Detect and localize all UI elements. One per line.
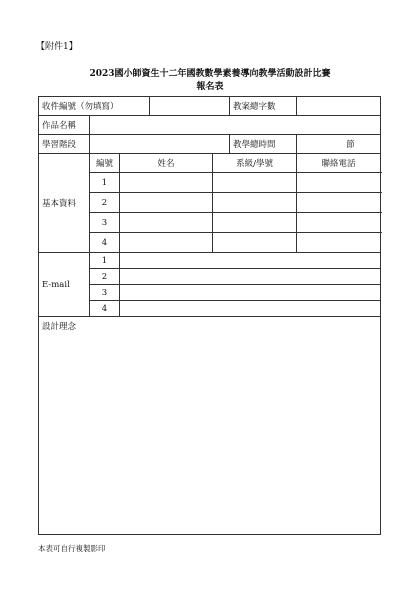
member-name-field[interactable]	[120, 233, 213, 253]
member-number: 2	[90, 193, 120, 213]
design-concept-row	[39, 317, 381, 535]
footer-note: 本表可自行複製影印	[38, 544, 106, 553]
member-dept-id-field[interactable]	[213, 213, 297, 233]
member-number: 1	[90, 173, 120, 193]
email-field[interactable]	[120, 253, 381, 269]
registration-table	[38, 96, 381, 535]
member-phone-field[interactable]	[297, 213, 381, 233]
member-dept-id-field[interactable]	[213, 233, 297, 253]
email-field[interactable]	[120, 269, 381, 285]
email-row	[39, 285, 381, 301]
members-header-row	[39, 154, 381, 173]
design-concept-field[interactable]	[39, 317, 381, 535]
member-phone-field[interactable]	[297, 193, 381, 213]
work-name-row	[39, 116, 381, 135]
work-name-field[interactable]	[90, 116, 381, 135]
member-row	[39, 213, 381, 233]
member-row	[39, 173, 381, 193]
member-row	[39, 193, 381, 213]
attachment-label: 【附件1】	[36, 42, 78, 52]
receipt-no-label: 收件編號（勿填寫）	[39, 97, 150, 116]
email-number: 4	[90, 301, 120, 317]
column-header-number: 編號	[90, 154, 120, 173]
member-name-field[interactable]	[120, 213, 213, 233]
member-phone-field[interactable]	[297, 173, 381, 193]
plan-word-count-field[interactable]	[297, 97, 381, 116]
column-header-phone: 聯絡電話	[297, 154, 381, 173]
column-header-name: 姓名	[120, 154, 213, 173]
member-dept-id-field[interactable]	[213, 173, 297, 193]
column-header-dept-id: 系級/學號	[213, 154, 297, 173]
total-teaching-time-label: 教學總時間	[230, 135, 297, 154]
email-row	[39, 269, 381, 285]
learning-stage-field[interactable]	[90, 135, 230, 154]
email-number: 3	[90, 285, 120, 301]
email-number: 2	[90, 269, 120, 285]
member-dept-id-field[interactable]	[213, 193, 297, 213]
member-name-field[interactable]	[120, 193, 213, 213]
email-number: 1	[90, 253, 120, 269]
work-name-label: 作品名稱	[39, 116, 90, 135]
period-unit: 節	[346, 140, 355, 150]
email-field[interactable]	[120, 301, 381, 317]
document-title: 2023國小師資生十二年國教數學素養導向教學活動設計比賽	[89, 69, 331, 79]
receipt-no-field	[150, 97, 230, 116]
learning-stage-row	[39, 135, 381, 154]
member-number: 4	[90, 233, 120, 253]
document-subtitle: 報名表	[196, 82, 224, 92]
member-row	[39, 233, 381, 253]
email-row	[39, 301, 381, 317]
learning-stage-label: 學習階段	[39, 135, 90, 154]
member-number: 3	[90, 213, 120, 233]
design-concept-label: 設計理念	[42, 322, 77, 332]
email-field[interactable]	[120, 285, 381, 301]
basic-info-label: 基本資料	[39, 154, 90, 253]
email-row	[39, 253, 381, 269]
total-teaching-time-field[interactable]	[297, 135, 381, 154]
receipt-row	[39, 97, 381, 116]
email-label: E-mail	[39, 253, 90, 317]
member-phone-field[interactable]	[297, 233, 381, 253]
plan-word-count-label: 教案總字數	[230, 97, 297, 116]
member-name-field[interactable]	[120, 173, 213, 193]
